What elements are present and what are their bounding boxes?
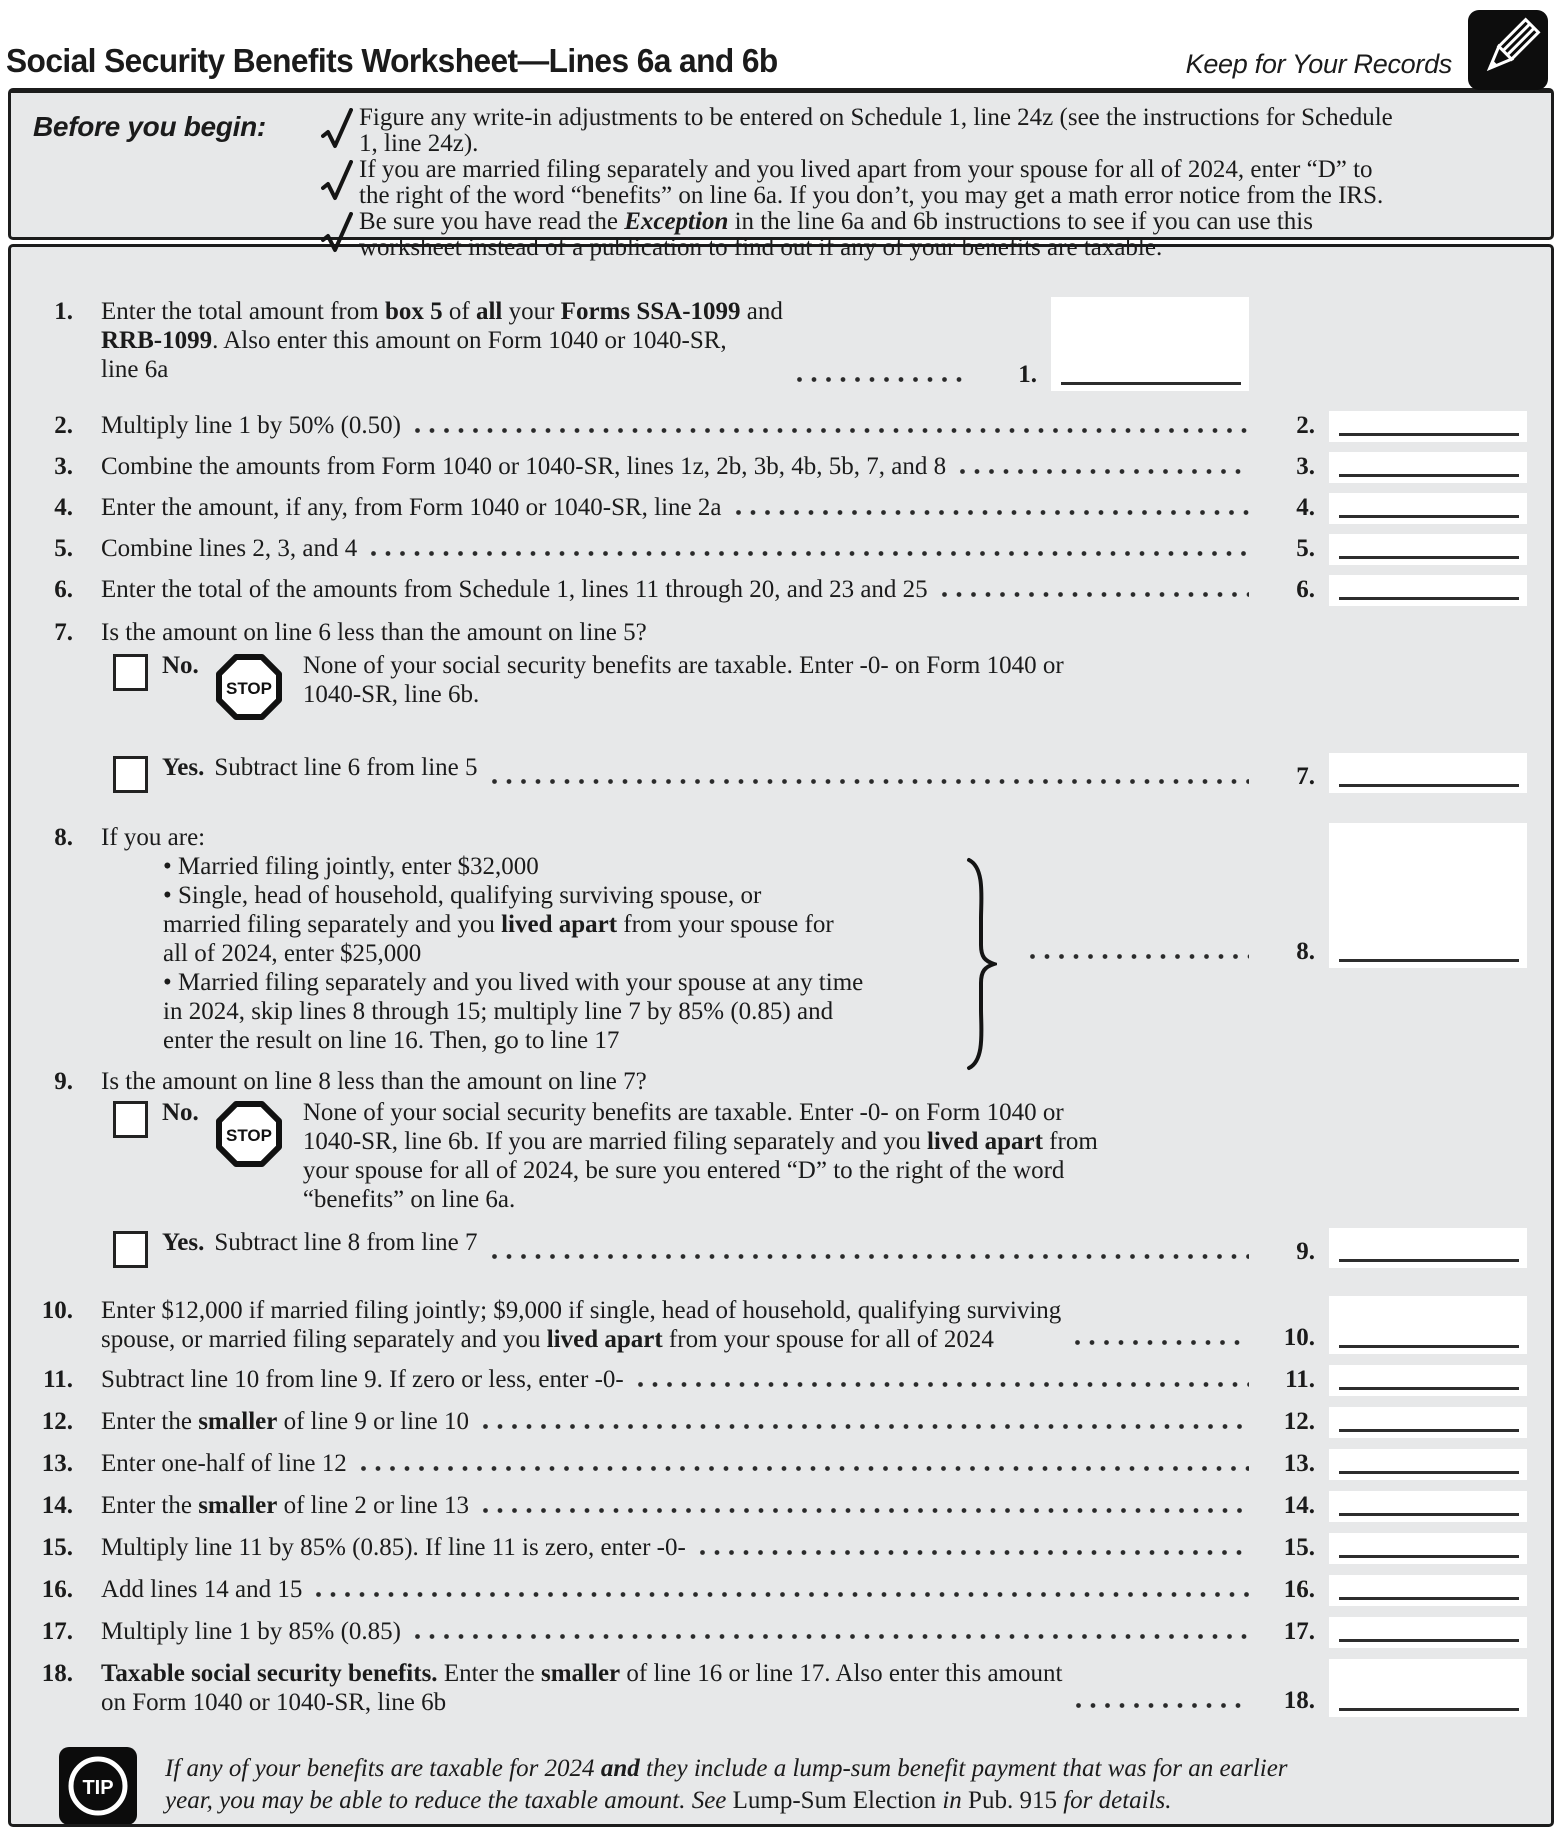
line-9-leader [492,1254,1250,1259]
line-4-answer-field[interactable] [1329,493,1527,524]
line-11-answer-field[interactable] [1329,1365,1527,1396]
line-10-text: Enter $12,000 if married filing jointly; $9,000 if single, head of household, qualifying surviving spouse, or married filing separately and you lived apart from your spouse for all of 2024 [101,1297,1062,1353]
line-1-leader [797,377,971,382]
before-check-item [321,157,1543,209]
line-4-row [27,483,1527,524]
line-18-row [27,1648,1527,1717]
line-9-no-checkbox[interactable] [113,1101,148,1138]
line-7-yes-label: Yes. [162,754,205,781]
line-9-yes-text: Subtract line 8 from line 7 [214,1229,478,1256]
line-5-leader [371,551,1249,556]
line-14-leader [483,1508,1249,1513]
line-7-no-label: No. [162,652,199,679]
line-7-no-row [27,651,1527,739]
svg-text:STOP: STOP [225,1126,272,1145]
line-17-number-right: 17. [1283,1618,1315,1645]
line-17-leader [415,1634,1249,1639]
line-16-number: 16. [41,1576,73,1603]
line-6-leader [942,592,1249,597]
line-9-yes-checkbox[interactable] [113,1231,148,1268]
worksheet-body [8,244,1554,1827]
line-3-number: 3. [54,453,73,480]
line-13-row [27,1438,1527,1480]
line-12-row [27,1396,1527,1438]
line-8-row-continued [27,968,1527,1055]
line-5-number-right: 5. [1296,535,1315,562]
checkmark-icon [321,108,353,155]
before-check-text: Figure any write-in adjustments to be entered on Schedule 1, line 24z (see the instructions for Schedule 1, line 24z). [359,104,1393,157]
line-11-underline [1339,1387,1519,1390]
before-check-text: If you are married filing separately and you lived apart from your spouse for all of 2024, enter “D” to the right of the word “benefits” on line 6a. If you don’t, you may get a math error notice from the IRS. [359,156,1384,209]
line-3-text: Combine the amounts from Form 1040 or 1040-SR, lines 1z, 2b, 3b, 4b, 5b, 7, and 8 [101,453,947,480]
line-17-underline [1339,1639,1519,1642]
line-7-no-checkbox[interactable] [113,654,148,691]
line-6-number-right: 6. [1296,576,1315,603]
line-7-yes-checkbox[interactable] [113,756,148,793]
line-7-number: 7. [54,619,73,646]
tip-icon [59,1747,137,1827]
line-16-number-right: 16. [1283,1576,1315,1603]
line-6-underline [1339,597,1519,600]
line-9-answer-field[interactable] [1329,1228,1527,1268]
header [0,0,1562,88]
line-5-row [27,524,1527,565]
line-16-leader [316,1592,1249,1597]
line-15-number-right: 15. [1283,1534,1315,1561]
line-5-text: Combine lines 2, 3, and 4 [101,535,358,562]
line-8-row [27,793,1527,968]
line-18-number: 18. [41,1660,73,1687]
page-title: Social Security Benefits Worksheet—Lines 6a and 6b [6,42,778,79]
line-1-row [27,297,1527,391]
stop-icon [215,1100,283,1173]
line-7-number-right: 7. [1296,763,1315,790]
line-6-answer-field[interactable] [1329,575,1527,606]
line-15-leader [700,1550,1249,1555]
checkmark-icon [321,160,353,207]
line-9-question-row [27,1055,1527,1096]
line-7-yes-text: Subtract line 6 from line 5 [214,754,478,781]
line-7-leader [492,779,1250,784]
line-1-answer-field[interactable] [1051,297,1249,391]
line-8-number-right: 8. [1296,938,1315,965]
line-12-leader [483,1424,1249,1429]
line-11-number: 11. [43,1366,73,1393]
line-8-block [27,793,1527,1055]
line-14-underline [1339,1513,1519,1516]
brace-icon [965,857,997,1076]
line-12-number: 12. [41,1408,73,1435]
line-4-underline [1339,515,1519,518]
line-3-number-right: 3. [1296,453,1315,480]
line-6-row [27,565,1527,606]
line-11-number-right: 11. [1285,1366,1315,1393]
line-15-number: 15. [41,1534,73,1561]
line-5-underline [1339,556,1519,559]
line-10-number: 10. [41,1297,73,1324]
line-10-row [27,1268,1527,1354]
line-14-number: 14. [41,1492,73,1519]
line-17-answer-field[interactable] [1329,1617,1527,1648]
line-15-row [27,1522,1527,1564]
line-10-underline [1339,1345,1519,1348]
line-13-text: Enter one-half of line 12 [101,1450,347,1477]
line-10-number-right: 10. [1283,1324,1315,1351]
line-15-text: Multiply line 11 by 85% (0.85). If line 11 is zero, enter -0- [101,1534,686,1561]
before-check-text: Be sure you have read the Exception in the line 6a and 6b instructions to see if you can use this worksheet instead of a publication to find out if any of your benefits are taxable. [359,208,1313,261]
line-9-number: 9. [54,1068,73,1095]
line-11-text: Subtract line 10 from line 9. If zero or less, enter -0- [101,1366,624,1393]
line-13-number-right: 13. [1283,1450,1315,1477]
line-1-number: 1. [54,298,73,325]
svg-text:TIP: TIP [82,1777,114,1799]
line-6-text: Enter the total of the amounts from Schedule 1, lines 11 through 20, and 23 and 25 [101,576,928,603]
line-9-question-text: Is the amount on line 8 less than the amount on line 7? [101,1068,647,1095]
line-6-number: 6. [54,576,73,603]
line-12-answer-field[interactable] [1329,1407,1527,1438]
before-check-item [321,209,1543,261]
before-you-begin-label: Before you begin: [33,111,266,142]
line-16-row [27,1564,1527,1606]
line-8-intro: If you are: [101,824,206,851]
line-13-answer-field[interactable] [1329,1449,1527,1480]
line-8-leader [1030,954,1249,959]
line-3-leader [960,469,1249,474]
line-17-text: Multiply line 1 by 85% (0.85) [101,1618,401,1645]
line-2-row [27,401,1527,442]
before-you-begin-section [8,88,1554,261]
line-17-number: 17. [41,1618,73,1645]
tip-block [27,1747,1527,1827]
svg-text:STOP: STOP [225,679,272,698]
line-2-number-right: 2. [1296,412,1315,439]
line-7-no-text: None of your social security benefits are taxable. Enter -0- on Form 1040 or 1040-SR, line 6b. [302,652,1064,708]
line-9-no-label: No. [162,1099,199,1126]
line-9-no-row [27,1096,1527,1214]
line-16-text: Add lines 14 and 15 [101,1576,303,1603]
line-1-underline [1061,382,1241,385]
tip-text: If any of your benefits are taxable for 2024 and they include a lump-sum benefit payment that was for an earlier year, you may be able to reduce the taxable amount. See Lump-Sum Election in Pub. 915 for details. [165,1755,1288,1814]
line-3-row [27,442,1527,483]
line-15-underline [1339,1555,1519,1558]
line-4-number-right: 4. [1296,494,1315,521]
line-8-text [101,823,1006,968]
line-9-number-right: 9. [1296,1238,1315,1265]
line-1-number-right: 1. [1018,361,1037,388]
line-16-answer-field[interactable] [1329,1575,1527,1606]
line-18-answer-field[interactable] [1329,1659,1527,1717]
line-2-answer-field[interactable] [1329,411,1527,442]
line-10-leader [1075,1340,1249,1345]
line-16-underline [1339,1597,1519,1600]
line-12-underline [1339,1429,1519,1432]
line-7-question-row [27,606,1527,647]
line-2-text: Multiply line 1 by 50% (0.50) [101,412,401,439]
line-7-answer-field[interactable] [1329,753,1527,793]
line-14-text: Enter the smaller of line 2 or line 13 [101,1492,469,1519]
checkmark-icon [321,212,353,259]
line-9-underline [1339,1259,1519,1262]
line-12-number-right: 12. [1283,1408,1315,1435]
line-14-number-right: 14. [1283,1492,1315,1519]
line-8-bullet-3: • Married filing separately and you lived with your spouse at any time in 2024, skip lines 8 through 15; multiply line 7 by 85% (0.85) and enter the result on line 16. Then, go to line 17 [163,969,864,1054]
before-check-item [321,105,1543,157]
line-4-leader [736,510,1250,515]
line-18-leader [1076,1703,1249,1708]
line-12-text: Enter the smaller of line 9 or line 10 [101,1408,469,1435]
line-18-underline [1339,1708,1519,1711]
line-14-answer-field[interactable] [1329,1491,1527,1522]
line-3-underline [1339,474,1519,477]
before-check-list [321,104,1543,261]
line-3-answer-field[interactable] [1329,452,1527,483]
line-15-answer-field[interactable] [1329,1533,1527,1564]
line-13-number: 13. [41,1450,73,1477]
line-8-underline [1339,959,1519,962]
line-9-yes-row [27,1214,1527,1268]
keep-for-records-label: Keep for Your Records [1185,49,1452,79]
line-2-number: 2. [54,412,73,439]
stop-icon [215,653,283,726]
line-5-number: 5. [54,535,73,562]
line-18-number-right: 18. [1283,1687,1315,1714]
line-8-bullet-1: • Married filing jointly, enter $32,000 [163,853,539,880]
pencil-icon [1468,10,1548,95]
line-11-row [27,1354,1527,1396]
line-5-answer-field[interactable] [1329,534,1527,565]
line-18-text: Taxable social security benefits. Enter the smaller of line 16 or line 17. Also enter this amount on Form 1040 or 1040-SR, line 6b [101,1660,1063,1716]
line-9-no-text: None of your social security benefits are taxable. Enter -0- on Form 1040 or 1040-SR, line 6b. If you are married filing separately and you lived apart from your spouse for all of 2024, be sure you entered “D” to the right of the word “benefits” on line 6a. [302,1099,1098,1213]
line-4-text: Enter the amount, if any, from Form 1040 or 1040-SR, line 2a [101,494,722,521]
line-9-yes-label: Yes. [162,1229,205,1256]
line-2-leader [415,428,1249,433]
line-8-text-continued [101,968,863,1055]
line-7-question-text: Is the amount on line 6 less than the amount on line 5? [101,619,647,646]
line-7-underline [1339,784,1519,787]
line-17-row [27,1606,1527,1648]
line-8-bullet-2: • Single, head of household, qualifying surviving spouse, or married filing separately and you lived apart from your spouse for all of 2024, enter $25,000 [163,882,834,967]
line-2-underline [1339,433,1519,436]
line-4-number: 4. [54,494,73,521]
line-10-answer-field[interactable] [1329,1296,1527,1354]
line-1-text: Enter the total amount from box 5 of all your Forms SSA-1099 and RRB-1099. Also enter this amount on Form 1040 or 1040-SR, line 6a [101,298,783,383]
line-13-leader [361,1466,1249,1471]
line-13-underline [1339,1471,1519,1474]
line-11-leader [638,1382,1249,1387]
line-14-row [27,1480,1527,1522]
line-8-number: 8. [54,824,73,851]
line-7-yes-row [27,739,1527,793]
line-8-answer-field[interactable] [1329,823,1527,968]
